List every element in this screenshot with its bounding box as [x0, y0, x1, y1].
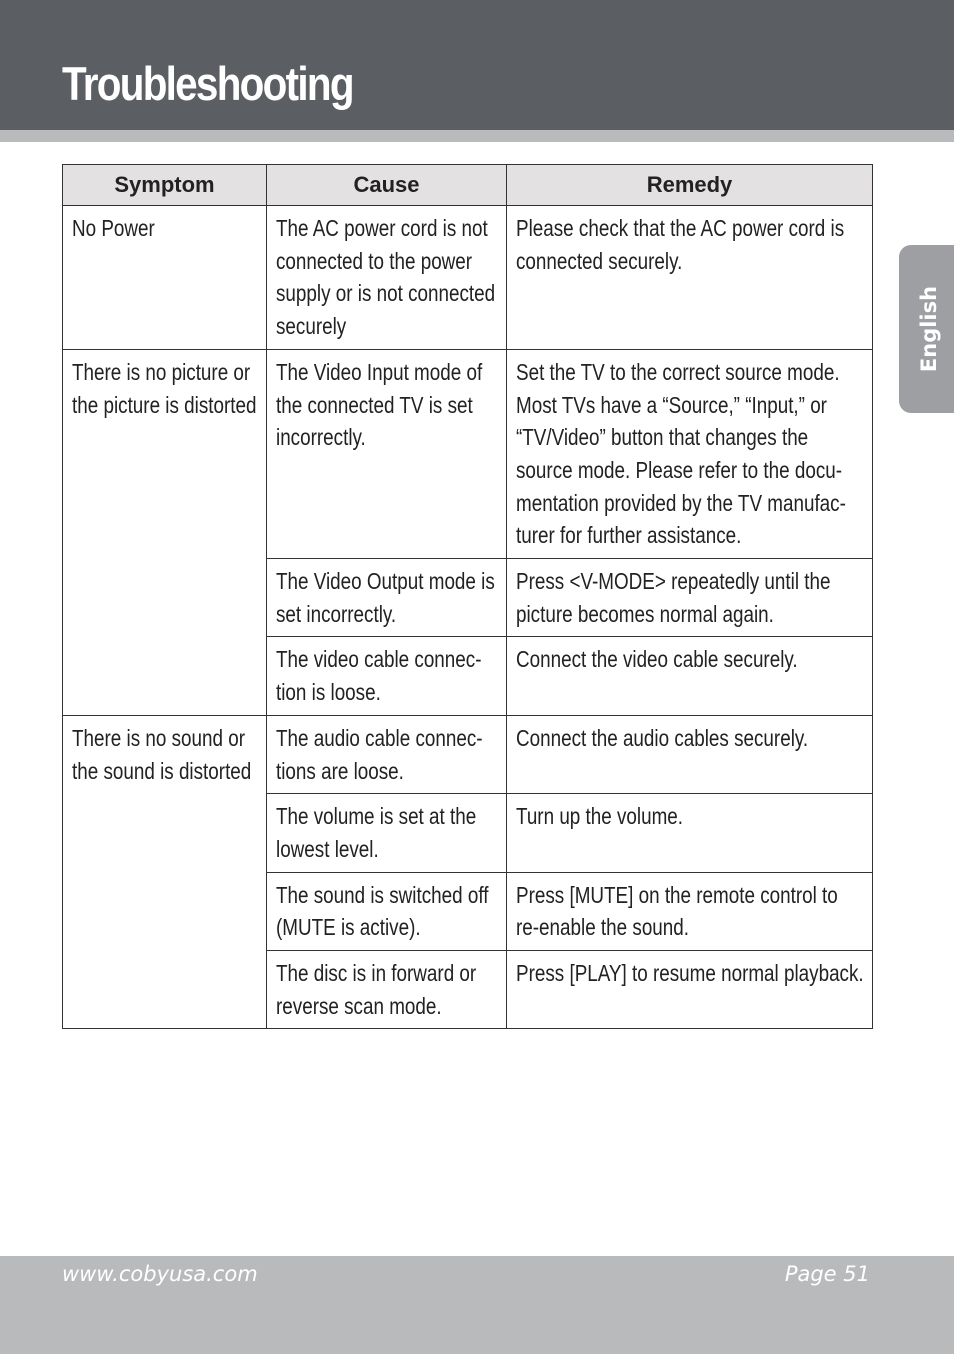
- page-title: Troubleshooting: [62, 57, 353, 110]
- footer-url: www.cobyusa.com: [62, 1262, 258, 1286]
- symptom-text: There is no sound or the sound is distorted: [72, 724, 252, 784]
- cause-text: The AC power cord is not connected to the power supply or is not connected securely: [276, 215, 496, 340]
- cause-text: The Video Output mode is set incorrectly.: [276, 568, 495, 627]
- page-number: Page 51: [784, 1262, 870, 1286]
- remedy-text: Connect the video cable securely.: [516, 646, 798, 673]
- remedy-cell: [507, 206, 873, 350]
- cause-cell: [267, 715, 507, 793]
- remedy-cell: [507, 794, 873, 872]
- cause-text: The disc is in forward or reverse scan mode.: [276, 960, 477, 1019]
- remedy-cell: [507, 559, 873, 637]
- header-remedy: Remedy: [507, 165, 873, 206]
- header-symptom: Symptom: [63, 165, 267, 206]
- remedy-text: Please check that the AC power cord is connected securely.: [516, 215, 845, 274]
- remedy-cell: [507, 349, 873, 558]
- cause-text: The Video Input mode of the connected TV is set incorrectly.: [276, 358, 483, 451]
- table-row: [63, 206, 873, 350]
- cause-cell: [267, 872, 507, 950]
- language-tab-label: English: [917, 285, 941, 373]
- table-row: [63, 715, 873, 793]
- symptom-cell: [63, 206, 267, 350]
- language-tab: [899, 245, 954, 413]
- cause-text: The volume is set at the lowest level.: [276, 803, 477, 862]
- cause-cell: [267, 637, 507, 715]
- remedy-cell: [507, 715, 873, 793]
- cause-cell: [267, 794, 507, 872]
- cause-cell: [267, 349, 507, 558]
- remedy-cell: [507, 637, 873, 715]
- cause-cell: [267, 951, 507, 1029]
- table-header-row: [63, 165, 873, 206]
- header-stripe: [0, 130, 954, 142]
- cause-text: The video cable connec-tion is loose.: [276, 646, 482, 706]
- table-row: [63, 349, 873, 558]
- remedy-text: Press [PLAY] to resume normal playback.: [516, 960, 864, 987]
- cause-cell: [267, 206, 507, 350]
- symptom-cell: [63, 349, 267, 715]
- cause-text: The audio cable connec-tions are loose.: [276, 724, 483, 784]
- remedy-text: Connect the audio cables securely.: [516, 724, 809, 751]
- symptom-cell: [63, 715, 267, 1029]
- remedy-text: Turn up the volume.: [516, 803, 684, 830]
- remedy-cell: [507, 872, 873, 950]
- remedy-cell: [507, 951, 873, 1029]
- cause-text: The sound is switched off (MUTE is active).: [276, 881, 489, 941]
- remedy-text: Press [MUTE] on the remote control to re-enable the sound.: [516, 881, 838, 941]
- troubleshooting-table: [62, 164, 873, 1029]
- symptom-text: There is no picture or the picture is distorted: [72, 358, 257, 418]
- remedy-text: Set the TV to the correct source mode. Most TVs have a “Source,” “Input,” or “TV/Video” button that changes the source mode. Please refer to the docu-mentation provided by the TV manufac-turer for further assistance.: [516, 358, 846, 549]
- header-cause: Cause: [267, 165, 507, 206]
- cause-cell: [267, 559, 507, 637]
- symptom-text: No Power: [72, 215, 155, 241]
- remedy-text: Press <V-MODE> repeatedly until the picture becomes normal again.: [516, 568, 831, 627]
